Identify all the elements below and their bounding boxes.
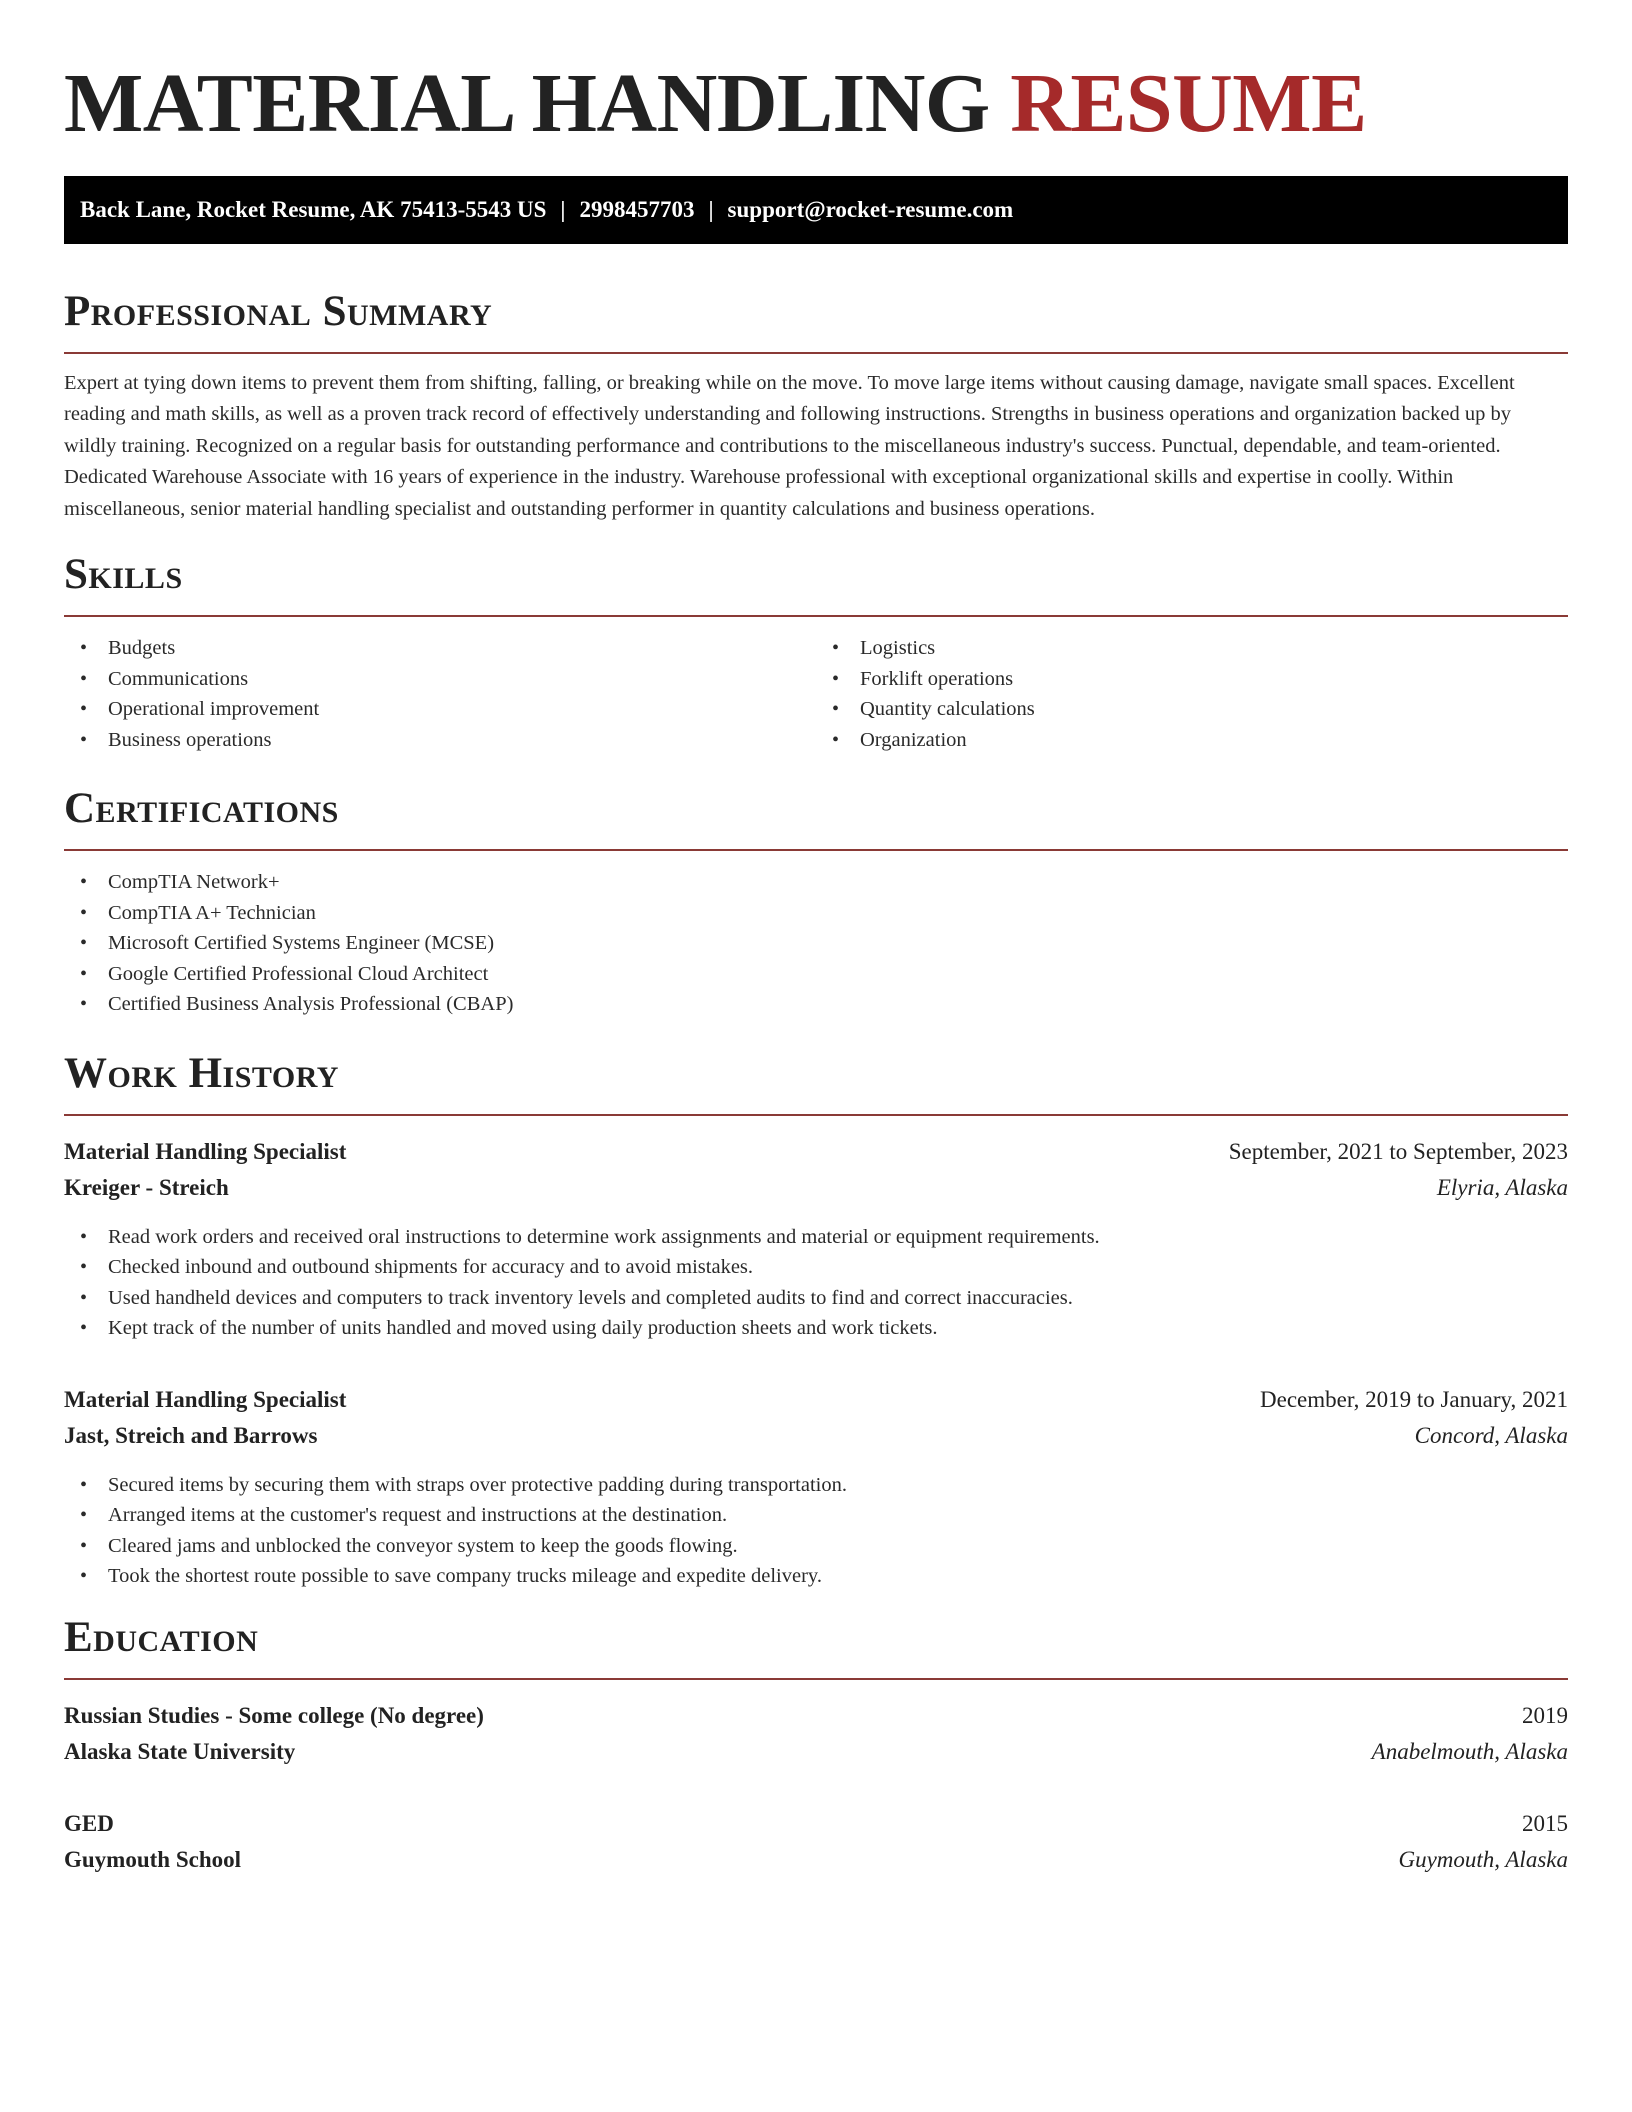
bullet-icon: •	[80, 1504, 88, 1527]
bullet-icon: •	[80, 932, 88, 955]
job-entry	[64, 1134, 1568, 1344]
skill-item: • Organization	[816, 725, 1568, 756]
education-entry	[64, 1698, 1568, 1770]
certification-item: • Certified Business Analysis Professional (CBAP)	[64, 989, 1568, 1020]
skills-list-right	[816, 633, 1568, 755]
certification-item: • CompTIA Network+	[64, 867, 1568, 898]
bullet-icon: •	[80, 962, 88, 985]
education-degree: Russian Studies - Some college (No degree)	[64, 1702, 484, 1728]
education-header-row	[64, 1698, 1568, 1734]
job-dates: September, 2021 to September, 2023	[1228, 1138, 1568, 1164]
job-duty-item: • Checked inbound and outbound shipments for accuracy and to avoid mistakes.	[64, 1252, 1568, 1283]
education-location: Anabelmouth, Alaska	[1371, 1738, 1568, 1764]
education-year: 2015	[1522, 1810, 1568, 1836]
bullet-icon: •	[80, 728, 88, 751]
education-entry	[64, 1806, 1568, 1878]
skills-section	[64, 551, 1568, 755]
job-header-row	[64, 1134, 1568, 1170]
contact-address: Back Lane, Rocket Resume, AK 75413-5543 US	[80, 197, 547, 222]
bullet-icon: •	[80, 667, 88, 690]
skill-item: • Forklift operations	[816, 664, 1568, 695]
job-duties-list	[64, 1222, 1568, 1344]
job-company-row	[64, 1418, 1568, 1454]
education-school: Alaska State University	[64, 1738, 296, 1764]
bullet-icon: •	[832, 728, 840, 751]
job-duty-item: • Kept track of the number of units handled and moved using daily production sheets and work tickets.	[64, 1313, 1568, 1344]
section-title-skills: Skills	[64, 551, 183, 599]
bullet-icon: •	[80, 1317, 88, 1340]
summary-text: Expert at tying down items to prevent them from shifting, falling, or breaking while on the move. To move large items without causing damage, navigate small spaces. Excellent reading and math skills, as well as a proven track record of effectively understanding and following instructions. Strengths in business operations and organization backed up by wildly training. Recognized on a regular basis for outstanding performance and contributions to the miscellaneous industry's success. Punctual, dependable, and team-oriented. Dedicated Warehouse Associate with 16 years of experience in the industry. Warehouse professional with exceptional organizational skills and expertise in coolly. Within miscellaneous, senior material handling specialist and outstanding performer in quantity calculations and business operations.	[64, 372, 1515, 520]
bullet-icon: •	[80, 1565, 88, 1588]
education-school-row	[64, 1734, 1568, 1770]
bullet-icon: •	[80, 901, 88, 924]
contact-separator: |	[560, 197, 566, 222]
skill-item: • Budgets	[64, 633, 816, 664]
job-role: Material Handling Specialist	[64, 1386, 347, 1412]
bullet-icon: •	[832, 698, 840, 721]
certification-item: • Microsoft Certified Systems Engineer (MCSE)	[64, 928, 1568, 959]
contact-separator: |	[708, 197, 714, 222]
section-title-certifications: Certifications	[64, 785, 339, 833]
education-school-row	[64, 1842, 1568, 1878]
bullet-icon: •	[80, 698, 88, 721]
section-divider	[64, 615, 1568, 617]
education-school: Guymouth School	[64, 1846, 242, 1872]
job-company: Jast, Streich and Barrows	[64, 1422, 318, 1448]
education-header-row	[64, 1806, 1568, 1842]
job-company-row	[64, 1170, 1568, 1206]
work-history-section	[64, 1050, 1568, 1592]
job-company: Kreiger - Streich	[64, 1174, 229, 1200]
contact-bar	[64, 176, 1568, 244]
summary-section	[64, 288, 1568, 525]
bullet-icon: •	[832, 637, 840, 660]
skill-item: • Communications	[64, 664, 816, 695]
section-title-summary: Professional Summary	[64, 288, 493, 335]
job-duty-item: • Read work orders and received oral instructions to determine work assignments and material or equipment requirements.	[64, 1222, 1568, 1253]
education-degree: GED	[64, 1810, 114, 1836]
contact-phone: 2998457703	[579, 197, 695, 222]
section-title-work-history: Work History	[64, 1049, 339, 1097]
bullet-icon: •	[80, 993, 88, 1016]
bullet-icon: •	[80, 1225, 88, 1248]
job-header-row	[64, 1382, 1568, 1418]
section-divider	[64, 1678, 1568, 1680]
job-duty-item: • Used handheld devices and computers to track inventory levels and completed audits to find and correct inaccuracies.	[64, 1283, 1568, 1314]
bullet-icon: •	[80, 1256, 88, 1279]
title-accent: RESUME	[1010, 57, 1367, 150]
skill-item: • Quantity calculations	[816, 694, 1568, 725]
job-location: Elyria, Alaska	[1436, 1174, 1568, 1200]
job-duties-list	[64, 1470, 1568, 1592]
skill-item: • Logistics	[816, 633, 1568, 664]
bullet-icon: •	[80, 1534, 88, 1557]
bullet-icon: •	[80, 871, 88, 894]
resume-title	[64, 56, 1568, 152]
skills-list-left	[64, 633, 816, 755]
bullet-icon: •	[80, 1286, 88, 1309]
section-title-education: Education	[64, 1613, 259, 1661]
title-main: MATERIAL HANDLING	[64, 57, 990, 150]
job-duty-item: • Took the shortest route possible to save company trucks mileage and expedite delivery.	[64, 1561, 1568, 1592]
skill-item: • Business operations	[64, 725, 816, 756]
contact-email: support@rocket-resume.com	[727, 197, 1014, 222]
education-location: Guymouth, Alaska	[1398, 1846, 1568, 1872]
bullet-icon: •	[832, 667, 840, 690]
certifications-section	[64, 785, 1568, 1020]
job-role: Material Handling Specialist	[64, 1138, 347, 1164]
certification-item: • CompTIA A+ Technician	[64, 898, 1568, 929]
job-duty-item: • Secured items by securing them with straps over protective padding during transportation.	[64, 1470, 1568, 1501]
job-duty-item: • Cleared jams and unblocked the conveyor system to keep the goods flowing.	[64, 1531, 1568, 1562]
skills-grid	[64, 633, 1568, 755]
education-year: 2019	[1522, 1702, 1568, 1728]
certifications-list	[64, 867, 1568, 1020]
bullet-icon: •	[80, 637, 88, 660]
section-divider	[64, 1114, 1568, 1116]
job-duty-item: • Arranged items at the customer's request and instructions at the destination.	[64, 1500, 1568, 1531]
bullet-icon: •	[80, 1473, 88, 1496]
skill-item: • Operational improvement	[64, 694, 816, 725]
education-section	[64, 1614, 1568, 1878]
job-dates: December, 2019 to January, 2021	[1260, 1386, 1568, 1412]
section-divider	[64, 849, 1568, 851]
job-entry	[64, 1382, 1568, 1592]
job-location: Concord, Alaska	[1414, 1422, 1568, 1448]
certification-item: • Google Certified Professional Cloud Architect	[64, 959, 1568, 990]
section-divider	[64, 352, 1568, 354]
